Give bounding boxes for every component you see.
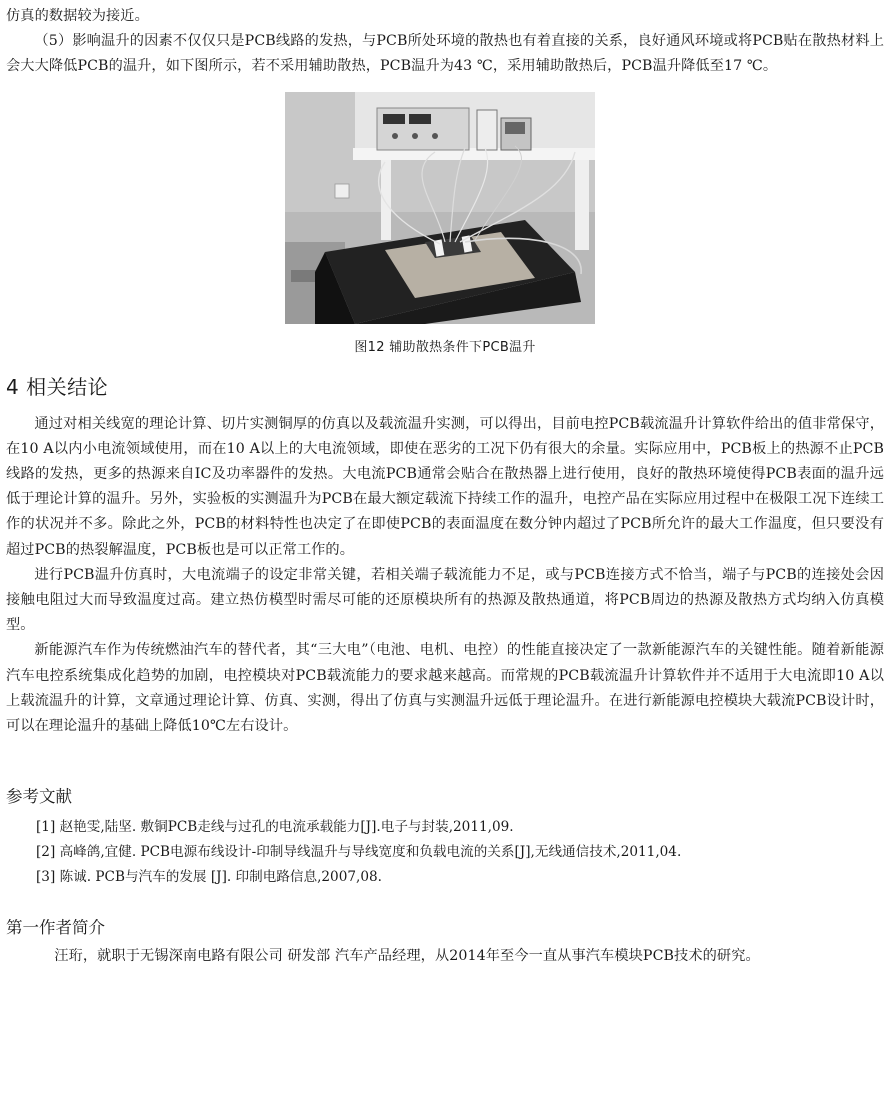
article-page: [6, 0, 884, 969]
figure-caption: 图12 辅助散热条件下PCB温升: [354, 339, 536, 355]
figure-photo: [285, 92, 595, 324]
references-list: [36, 815, 884, 890]
lab-photo-illustration: [285, 92, 595, 324]
paragraph-point-5: （5）影响温升的因素不仅仅只是PCB线路的发热，与PCB所处环境的散热也有着直接的关系，良好通风环境或将PCB贴在散热材料上会大大降低PCB的温升，如下图所示，若不采用辅助散热，PCB温升为43 ℃，采用辅助散热后，PCB温升降低至17 ℃。: [6, 33, 884, 75]
references-title: 参考文献: [6, 787, 72, 807]
reference-item: [1] 赵艳雯,陆坚. 敷铜PCB走线与过孔的电流承载能力[J].电子与封装,2011,09.: [36, 819, 514, 836]
conclusion-paragraph-2: 进行PCB温升仿真时，大电流端子的设定非常关键，若相关端子载流能力不足，或与PCB连接方式不恰当，端子与PCB的连接处会因接触电阻过大而导致温度过高。建立热仿模型时需尽可能的还原模块所有的热源及散热通道，将PCB周边的热源及散热方式均纳入仿真模型。: [6, 566, 884, 634]
conclusion-paragraph-1: 通过对相关线宽的理论计算、切片实测铜厚的仿真以及载流温升实测，可以得出，目前电控PCB载流温升计算软件给出的值非常保守，在10 A以内小电流领域使用，而在10 A以上的大电流领域，即使在恶劣的工况下仍有很大的余量。实际应用中，PCB板上的热源不止PCB线路的发热，更多的热源来自IC及功率器件的发热。大电流PCB通常会贴合在散热器上进行使用，良好的散热环境使得PCB表面的温升远低于理论计算的温升。另外，实验板的实测温升为PCB在最大额定载流下持续工作的温升，电控产品在实际应用过程中在极限工况下连续工作的状况并不多。除此之外，PCB的材料特性也决定了在即使PCB的表面温度在数分钟内超过了PCB所允许的最大工作温度，但只要没有超过PCB的热裂解温度，PCB板也是可以正常工作的。: [6, 415, 884, 558]
reference-item: [3] 陈诚. PCB与汽车的发展 [J]. 印制电路信息,2007,08.: [36, 869, 382, 886]
author-bio-text: 汪珩，就职于无锡深南电路有限公司 研发部 汽车产品经理，从2014年至今一直从事汽车模块PCB技术的研究。: [54, 948, 760, 965]
intro-fragment: 仿真的数据较为接近。: [6, 8, 149, 24]
conclusion-paragraph-3: 新能源汽车作为传统燃油汽车的替代者，其“三大电”（电池、电机、电控）的性能直接决定了一款新能源汽车的关键性能。随着新能源汽车电控系统集成化趋势的加剧，电控模块对PCB载流能力的要求越来越高。而常规的PCB载流温升计算软件并不适用于大电流即10 A以上载流温升的计算，文章通过理论计算、仿真、实测，得出了仿真与实测温升远低于理论温升。在进行新能源电控模块大载流PCB设计时，可以在理论温升的基础上降低10℃左右设计。: [6, 642, 884, 735]
reference-item: [2] 高峰鸽,宜健. PCB电源布线设计-印制导线温升与导线宽度和负载电流的关系[J],无线通信技术,2011,04.: [36, 844, 682, 861]
section-title: 4 相关结论: [6, 374, 109, 399]
author-bio-title: 第一作者简介: [6, 918, 105, 938]
